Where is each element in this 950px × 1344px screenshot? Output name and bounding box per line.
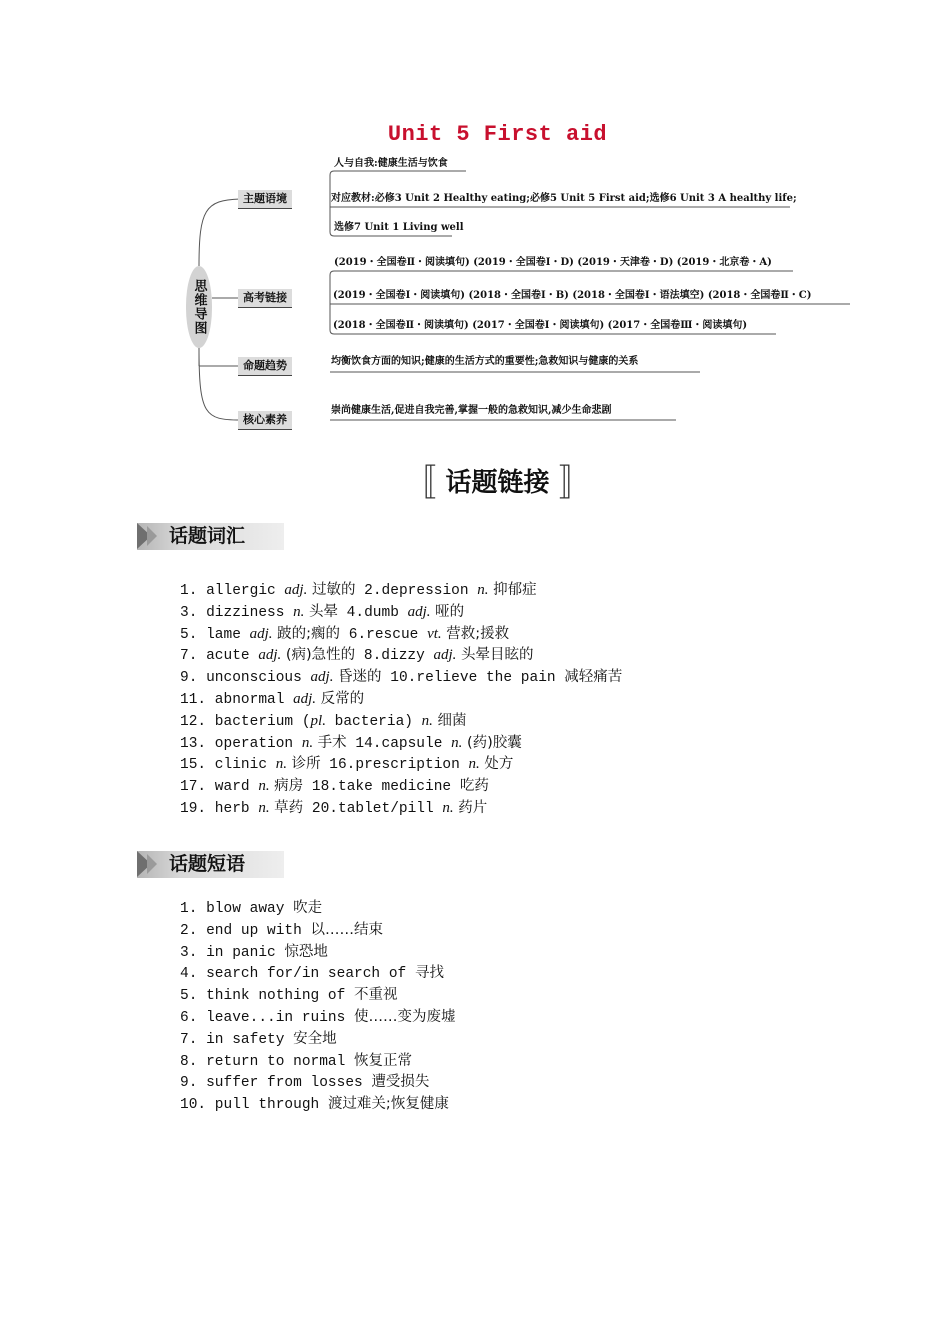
meaning-text: 遭受损失 [371, 1074, 430, 1091]
term-text: 8. return to normal [180, 1053, 355, 1070]
meaning-text: 安全地 [293, 1030, 337, 1047]
term-text: 13. operation [180, 735, 302, 752]
list-item [180, 754, 622, 776]
meaning-text: 以……结束 [310, 921, 384, 938]
meaning-text: 病房 [269, 778, 304, 795]
meaning-text: 吹走 [293, 900, 323, 916]
part-of-speech: adj. [407, 603, 431, 620]
meaning-text: 减轻痛苦 [564, 669, 623, 686]
list-item [180, 963, 456, 985]
mindmap-hub: 思维导图 [186, 266, 212, 348]
meaning-text: 草药 [269, 799, 304, 816]
meaning-text: (病)急性的 [281, 647, 356, 664]
mindmap-leaf: (2019・全国卷Ⅱ・阅读填句) (2019・全国卷Ⅰ・D) (2019・天津卷・D) (2019・北京卷・A) [334, 257, 772, 268]
vocab-list [180, 580, 622, 820]
list-item [180, 1094, 456, 1116]
list-item [180, 580, 622, 602]
term-text: 6.rescue [340, 626, 428, 643]
meaning-text: (药)胶囊 [462, 734, 522, 751]
term-text: 11. abnormal [180, 691, 294, 708]
term-text: 7. in safety [180, 1031, 294, 1048]
list-item [180, 798, 622, 820]
bracket-close: 〛 [558, 463, 595, 504]
meaning-text: 头晕目眩的 [456, 647, 534, 664]
mindmap-branch-context: 主题语境 [238, 190, 292, 209]
mindmap-connectors [0, 0, 950, 440]
part-of-speech: adj. [258, 647, 282, 664]
term-text: 16.prescription [320, 757, 469, 774]
term-text: 15. clinic [180, 757, 276, 774]
part-of-speech: n. [293, 603, 305, 620]
term-text: 4.dumb [337, 604, 408, 621]
term-text: 5. lame [180, 626, 250, 643]
list-item [180, 624, 622, 646]
meaning-text: 处方 [479, 756, 514, 773]
part-of-speech: n. [301, 734, 314, 751]
list-item [180, 1072, 456, 1094]
term-text: 10.relieve the pain [381, 670, 565, 687]
term-text: 6. leave...in ruins [180, 1009, 355, 1026]
term-text: 9. unconscious [180, 670, 311, 687]
part-of-speech: n. [451, 734, 463, 751]
term-text: 7. acute [180, 648, 259, 665]
meaning-text: 诊所 [286, 756, 321, 773]
meaning-text: 跛的;瘸的 [272, 625, 341, 642]
list-item [180, 1029, 456, 1051]
meaning-text: 营救;援救 [441, 625, 510, 642]
mindmap-branch-exam-links: 高考链接 [238, 289, 292, 308]
list-item [180, 985, 456, 1007]
meaning-text: 头晕 [304, 603, 338, 620]
part-of-speech: adj. [249, 625, 273, 642]
list-item [180, 1007, 456, 1029]
term-text: 5. think nothing of [180, 988, 355, 1005]
term-text: 14.capsule [346, 735, 452, 752]
term-text: 19. herb [180, 800, 259, 817]
mindmap-leaf: 均衡饮食方面的知识;健康的生活方式的重要性;急救知识与健康的关系 [331, 356, 639, 367]
term-text: 4. search for/in search of [180, 966, 415, 983]
part-of-speech: vt. [427, 625, 442, 642]
chevron-right-icon [147, 854, 157, 874]
term-text: bacteria) [325, 713, 422, 730]
vocab-heading: 话题词汇 [169, 525, 246, 547]
topic-links-header [0, 455, 950, 506]
part-of-speech: n. [258, 799, 270, 816]
list-item [180, 645, 622, 667]
meaning-text: 过敏的 [307, 582, 356, 598]
term-text: 3. in panic [180, 944, 285, 961]
part-of-speech: n. [258, 778, 270, 795]
meaning-text: 恢复正常 [354, 1052, 413, 1069]
term-text: 1. blow away [180, 901, 294, 917]
meaning-text: 哑的 [430, 603, 465, 620]
term-text: 18.take medicine [303, 779, 460, 796]
bracket-open: 〚 [400, 463, 437, 504]
list-item [180, 602, 622, 624]
term-text: 8.dizzy [355, 648, 434, 665]
mindmap-leaf: (2018・全国卷Ⅱ・阅读填句) (2017・全国卷Ⅰ・阅读填句) (2017・全国卷Ⅲ・阅读填句) [333, 320, 748, 331]
list-item [180, 942, 456, 964]
meaning-text: 细菌 [432, 712, 467, 729]
mindmap-leaf: (2019・全国卷Ⅰ・阅读填句) (2018・全国卷Ⅰ・B) (2018・全国卷Ⅰ・语法填空) (2018・全国卷Ⅱ・C) [333, 290, 812, 301]
list-item [180, 667, 622, 689]
phrases-list [180, 898, 456, 1116]
part-of-speech: adj. [433, 647, 457, 664]
mindmap-leaf: 选修7 Unit 1 Living well [334, 222, 464, 233]
term-text: 1. allergic [180, 583, 285, 599]
meaning-text: 不重视 [354, 987, 398, 1004]
list-item [180, 898, 456, 920]
mindmap-leaf: 对应教材:必修3 Unit 2 Healthy eating;必修5 Unit 5 First aid;选修6 Unit 3 A healthy life; [331, 193, 797, 204]
list-item [180, 689, 622, 711]
term-text: 12. bacterium ( [180, 713, 311, 730]
list-item [180, 711, 622, 733]
meaning-text: 药片 [453, 799, 488, 816]
part-of-speech: n. [442, 799, 454, 816]
term-text: 9. suffer from losses [180, 1075, 372, 1092]
meaning-text: 昏迷的 [333, 669, 382, 686]
term-text: 2. end up with [180, 922, 311, 939]
phrases-section-banner [137, 851, 284, 878]
meaning-text: 反常的 [316, 690, 365, 707]
mindmap-leaf: 崇尚健康生活,促进自我完善,掌握一般的急救知识,减少生命悲剧 [331, 405, 612, 416]
part-of-speech: pl. [310, 712, 326, 729]
term-text: 17. ward [180, 779, 259, 796]
mindmap-branch-core: 核心素养 [238, 411, 292, 430]
meaning-text: 惊恐地 [284, 943, 328, 960]
page-title: Unit 5 First aid [387, 122, 608, 147]
list-item [180, 776, 622, 798]
chevron-right-icon [147, 526, 157, 546]
mindmap-branch-trend: 命题趋势 [238, 357, 292, 376]
term-text: 20.tablet/pill [303, 800, 443, 817]
meaning-text: 使……变为废墟 [354, 1008, 456, 1025]
part-of-speech: n. [477, 582, 489, 598]
mindmap-leaf: 人与自我:健康生活与饮食 [334, 158, 448, 169]
term-text: 10. pull through [180, 1097, 328, 1114]
topic-links-title: 话题链接 [445, 468, 550, 498]
phrases-heading: 话题短语 [169, 853, 246, 875]
meaning-text: 抑郁症 [488, 582, 537, 598]
part-of-speech: adj. [284, 582, 308, 598]
list-item [180, 733, 622, 755]
part-of-speech: adj. [293, 690, 317, 707]
list-item [180, 1051, 456, 1073]
part-of-speech: adj. [310, 669, 334, 686]
part-of-speech: n. [275, 756, 287, 773]
vocab-section-banner [137, 523, 284, 550]
meaning-text: 寻找 [414, 965, 444, 982]
part-of-speech: n. [468, 756, 480, 773]
meaning-text: 手术 [313, 734, 347, 751]
part-of-speech: n. [421, 712, 433, 729]
meaning-text: 吃药 [459, 778, 489, 795]
meaning-text: 渡过难关;恢复健康 [327, 1096, 449, 1113]
term-text: 2.depression [355, 583, 478, 599]
list-item [180, 920, 456, 942]
term-text: 3. dizziness [180, 604, 294, 621]
